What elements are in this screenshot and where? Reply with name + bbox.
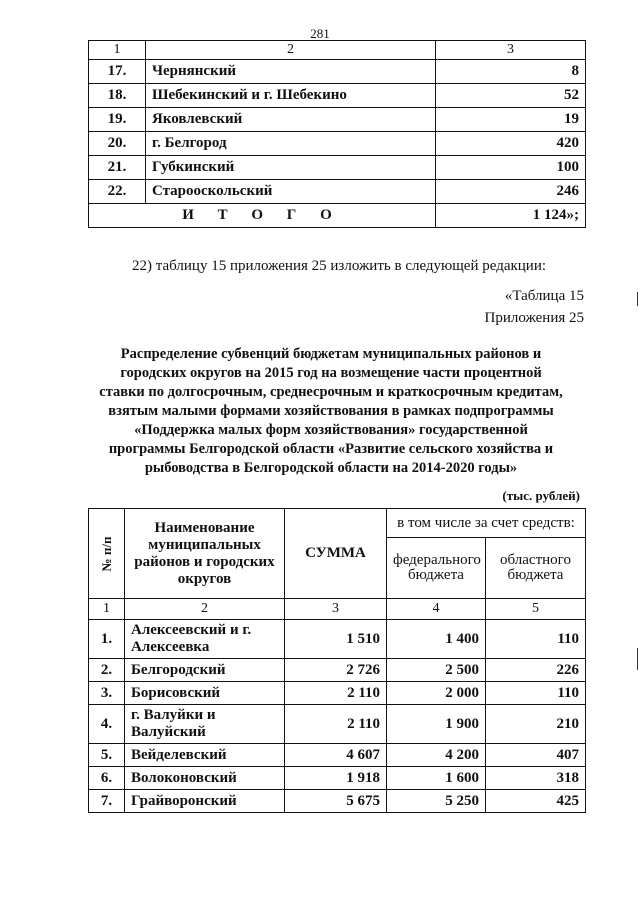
amount: 100 (436, 156, 586, 180)
column-number-2: 2 (125, 599, 285, 620)
row-number: 22. (89, 180, 146, 204)
total-sum: 2 110 (285, 705, 387, 744)
amount: 420 (436, 132, 586, 156)
row-number: 4. (89, 705, 125, 744)
table-caption: «Таблица 15 (504, 288, 584, 304)
column-number-1: 1 (89, 599, 125, 620)
header-federal: федерального бюджета (387, 538, 486, 599)
table-row (89, 767, 586, 790)
margin-mark (637, 292, 638, 306)
total-sum: 4 607 (285, 744, 387, 767)
header-including: в том числе за счет средств: (387, 509, 586, 538)
federal-amount: 1 900 (387, 705, 486, 744)
row-number: 5. (89, 744, 125, 767)
amount: 19 (436, 108, 586, 132)
column-number-2: 2 (146, 41, 436, 60)
table-row (89, 705, 586, 744)
amount: 52 (436, 84, 586, 108)
total-value: 1 124»; (436, 204, 586, 228)
amount: 246 (436, 180, 586, 204)
table-row (89, 744, 586, 767)
table-row (89, 60, 586, 84)
regional-amount: 318 (486, 767, 586, 790)
district-name: Шебекинский и г. Шебекино (146, 84, 436, 108)
row-number: 20. (89, 132, 146, 156)
federal-amount: 4 200 (387, 744, 486, 767)
regional-amount: 226 (486, 659, 586, 682)
district-name: Борисовский (125, 682, 285, 705)
total-sum: 5 675 (285, 790, 387, 813)
row-number: 17. (89, 60, 146, 84)
table-header-row (89, 509, 586, 538)
subsidy-table (88, 508, 586, 813)
district-name: Вейделевский (125, 744, 285, 767)
table-row (89, 790, 586, 813)
federal-amount: 5 250 (387, 790, 486, 813)
column-numbers-row (89, 599, 586, 620)
row-number: 2. (89, 659, 125, 682)
column-number-4: 4 (387, 599, 486, 620)
total-sum: 1 510 (285, 620, 387, 659)
district-name: г. Валуйки и Валуйский (125, 705, 285, 744)
table-row (89, 682, 586, 705)
federal-amount: 1 400 (387, 620, 486, 659)
row-number: 3. (89, 682, 125, 705)
total-label: И Т О Г О (89, 204, 436, 228)
district-name: Яковлевский (146, 108, 436, 132)
district-name: г. Белгород (146, 132, 436, 156)
federal-amount: 1 600 (387, 767, 486, 790)
header-regional: областного бюджета (486, 538, 586, 599)
district-name: Чернянский (146, 60, 436, 84)
district-name: Алексеевский и г. Алексеевка (125, 620, 285, 659)
margin-mark (637, 648, 638, 670)
row-number: 6. (89, 767, 125, 790)
total-row (89, 204, 586, 228)
row-number: 1. (89, 620, 125, 659)
column-number-5: 5 (486, 599, 586, 620)
district-name: Волоконовский (125, 767, 285, 790)
district-name: Губкинский (146, 156, 436, 180)
row-number: 21. (89, 156, 146, 180)
header-number-label: № п/п (98, 536, 114, 571)
table-row (89, 180, 586, 204)
column-number-1: 1 (89, 41, 146, 60)
column-number-3: 3 (436, 41, 586, 60)
header-name: Наименование муниципальных районов и городских округов (125, 509, 285, 599)
table-row (89, 132, 586, 156)
total-sum: 2 726 (285, 659, 387, 682)
regional-amount: 210 (486, 705, 586, 744)
total-sum: 2 110 (285, 682, 387, 705)
amendment-instruction: 22) таблицу 15 приложения 25 изложить в следующей редакции: (132, 258, 547, 274)
total-sum: 1 918 (285, 767, 387, 790)
regional-amount: 407 (486, 744, 586, 767)
district-name: Грайворонский (125, 790, 285, 813)
header-number (89, 509, 125, 599)
row-number: 7. (89, 790, 125, 813)
amount: 8 (436, 60, 586, 84)
units-label: (тыс. рублей) (502, 488, 580, 503)
table-row (89, 659, 586, 682)
page-number: 281 (310, 26, 330, 41)
regional-amount: 425 (486, 790, 586, 813)
table-row (89, 84, 586, 108)
regional-amount: 110 (486, 682, 586, 705)
table-row (89, 620, 586, 659)
row-number: 19. (89, 108, 146, 132)
district-name: Старооскольский (146, 180, 436, 204)
header-sum: СУММА (285, 509, 387, 599)
table-row (89, 156, 586, 180)
document-title: Распределение субвенций бюджетам муниципальных районов и городских округов на 2015 год на возмещение части процентной ставки по долгосрочным, среднесрочным и краткосрочным кредитам, взятым малыми формами хозяйствования в рамках подпрограммы «Поддержка малых форм хозяйствования» государственной программы Белгородской области «Развитие сельского хозяйства и рыбоводства в Белгородской области на 2014-2020 годы» (99, 346, 563, 476)
district-name: Белгородский (125, 659, 285, 682)
table-header-row (89, 41, 586, 60)
table-row (89, 108, 586, 132)
continued-table (88, 40, 586, 228)
regional-amount: 110 (486, 620, 586, 659)
federal-amount: 2 000 (387, 682, 486, 705)
appendix-caption: Приложения 25 (484, 310, 584, 326)
row-number: 18. (89, 84, 146, 108)
federal-amount: 2 500 (387, 659, 486, 682)
column-number-3: 3 (285, 599, 387, 620)
